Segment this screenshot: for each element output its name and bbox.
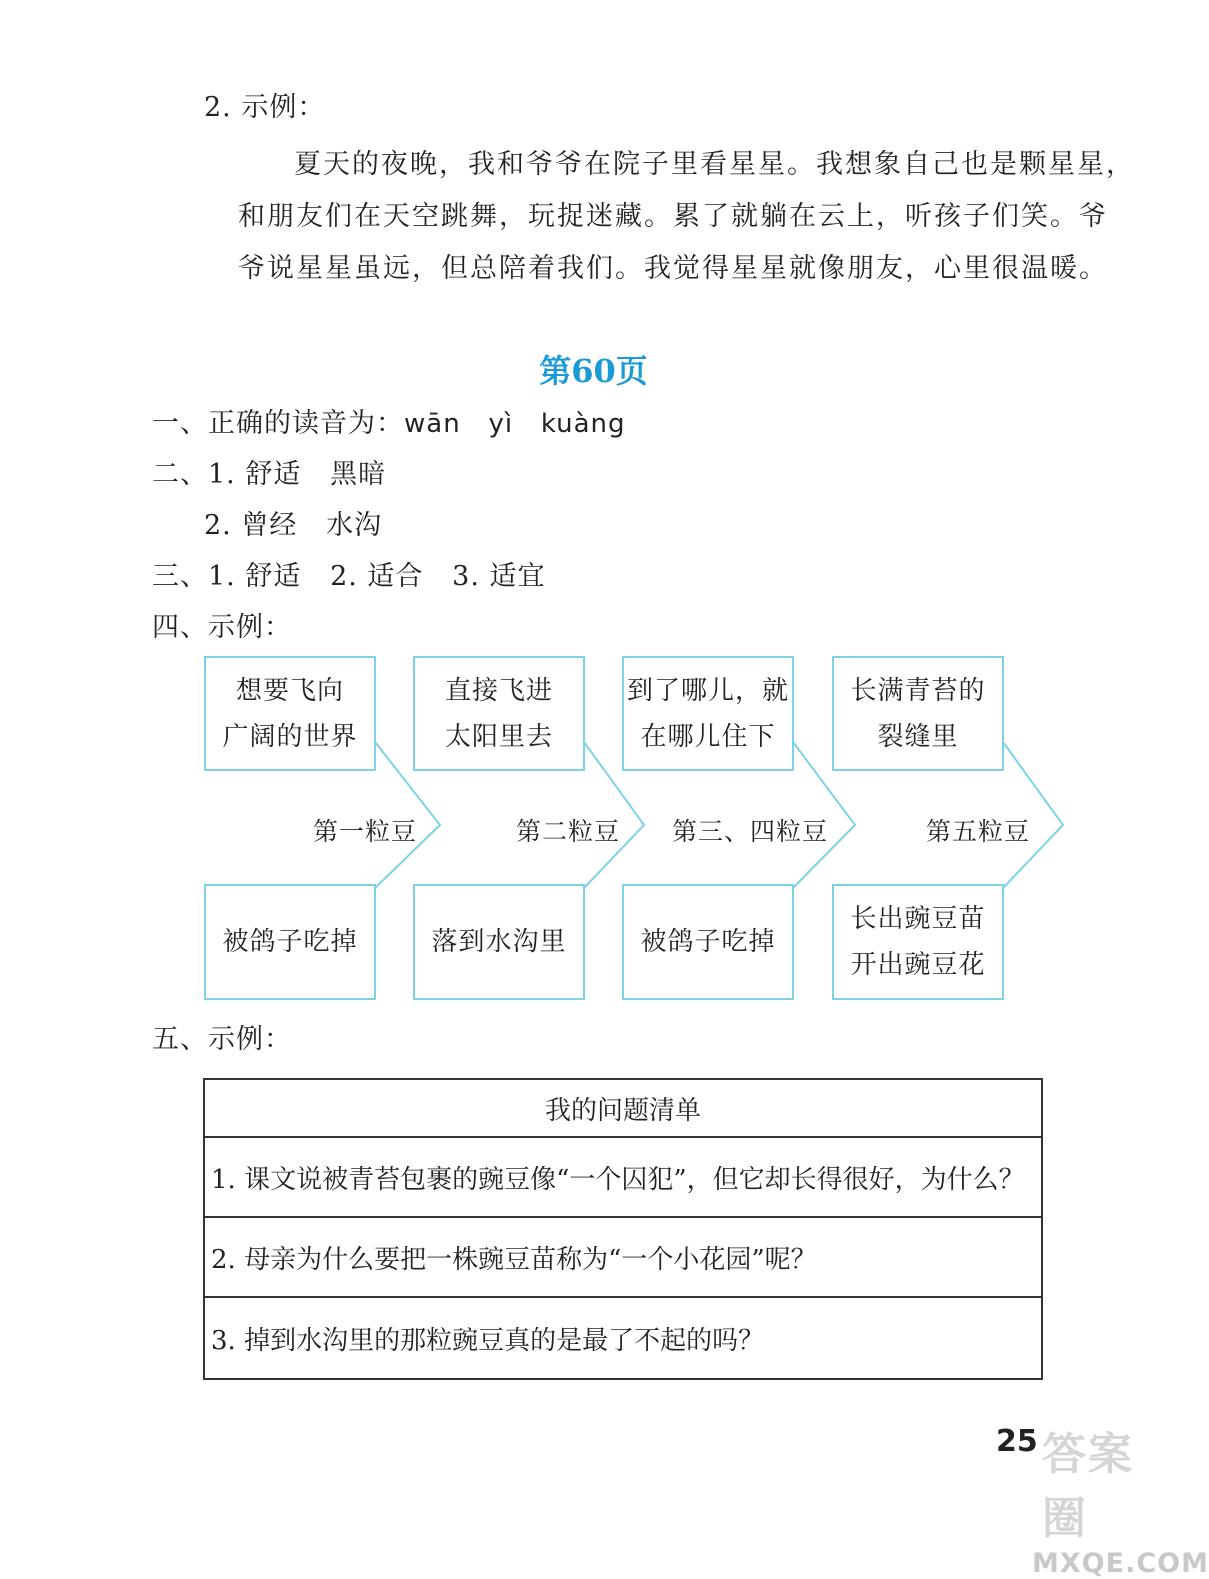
- item-2-label: 2. 示例：: [204, 92, 326, 123]
- top-box-1-line-1: 想要飞向: [235, 675, 344, 706]
- arrow-label-3: 第三、四粒豆: [672, 817, 829, 846]
- top-box-3-line-1: 到了哪儿，就: [626, 675, 789, 706]
- top-box-4: [832, 656, 1004, 771]
- question-1-pinyin: wān yì kuàng: [404, 409, 626, 439]
- top-box-1: [204, 656, 376, 771]
- question-row-2: 2. 母亲为什么要把一株豌豆苗称为“一个小花园”呢？: [205, 1218, 1041, 1298]
- paragraph-line-3: 爷说星星虽远，但总陪着我们。我觉得星星就像朋友，心里很温暖。: [238, 253, 1108, 284]
- top-box-2-line-1: 直接飞进: [444, 675, 553, 706]
- bottom-box-3: [622, 884, 794, 1000]
- top-box-4-line-1: 长满青苔的: [850, 675, 986, 706]
- bottom-box-1: [204, 884, 376, 1000]
- bottom-box-4-line-2: 开出豌豆花: [850, 950, 986, 980]
- bottom-box-1-line-1: 被鸽子吃掉: [222, 927, 358, 957]
- bottom-box-4-line-1: 长出豌豆苗: [850, 904, 986, 934]
- question-list-title: 我的问题清单: [205, 1080, 1041, 1138]
- question-2-line-2: 2. 曾经 水沟: [204, 510, 383, 541]
- paragraph-line-1: 夏天的夜晚，我和爷爷在院子里看星星。我想象自己也是颗星星，: [294, 149, 1135, 180]
- question-row-3: 3. 掉到水沟里的那粒豌豆真的是最了不起的吗？: [211, 1325, 765, 1356]
- bottom-box-2-line-1: 落到水沟里: [431, 927, 567, 957]
- arrow-label-1: 第一粒豆: [313, 817, 418, 846]
- paragraph-line-2: 和朋友们在天空跳舞，玩捉迷藏。累了就躺在云上，听孩子们笑。爷: [238, 201, 1108, 232]
- top-box-3: [622, 656, 794, 771]
- page-number: 25: [996, 1424, 1038, 1459]
- arrow-label-4: 第五粒豆: [926, 817, 1031, 846]
- top-box-3-line-2: 在哪儿住下: [640, 721, 776, 752]
- top-box-4-line-2: 裂缝里: [877, 721, 959, 752]
- question-4-label: 四、示例：: [152, 612, 292, 643]
- watermark-bottom: MXQE.COM: [1032, 1548, 1209, 1579]
- bottom-box-4: [832, 884, 1004, 1000]
- question-3: 三、1. 舒适 2. 适合 3. 适宜: [152, 561, 546, 592]
- question-1-prefix: 一、正确的读音为：: [152, 408, 404, 439]
- question-5-label: 五、示例：: [152, 1024, 292, 1055]
- top-box-2: [413, 656, 585, 771]
- bottom-box-3-line-1: 被鸽子吃掉: [640, 927, 776, 957]
- question-2-line-1: 二、1. 舒适 黑暗: [152, 459, 387, 490]
- top-box-2-line-2: 太阳里去: [444, 721, 553, 752]
- watermark-top: 答案圈: [1042, 1429, 1134, 1544]
- page-title: 第60页: [539, 352, 648, 390]
- top-box-1-line-2: 广阔的世界: [222, 721, 358, 752]
- question-list-table: [203, 1078, 1043, 1380]
- arrow-label-2: 第二粒豆: [516, 817, 621, 846]
- question-row-1: 1. 课文说被青苔包裹的豌豆像“一个囚犯”，但它却长得很好，为什么？: [205, 1138, 1041, 1218]
- bottom-box-2: [413, 884, 585, 1000]
